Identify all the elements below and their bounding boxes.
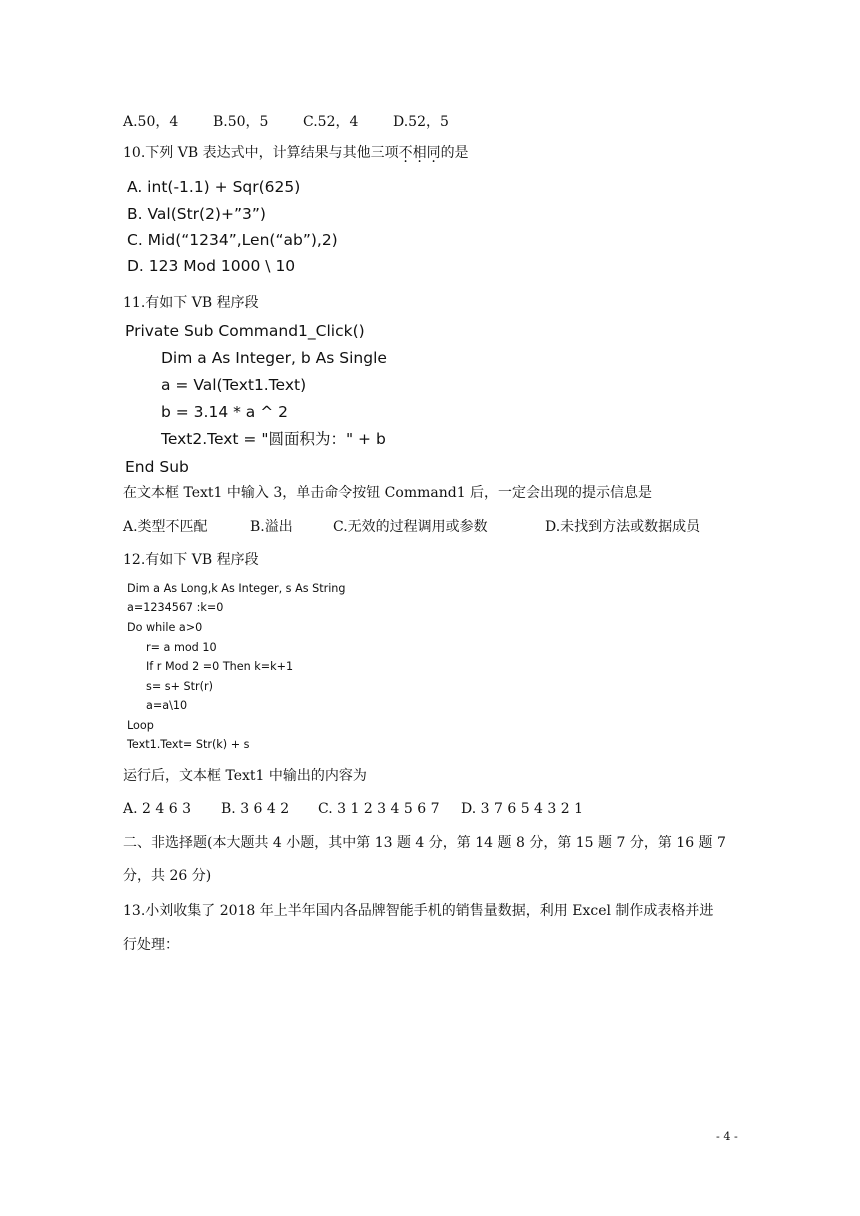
q11-option-b: B.溢出 [250,519,293,535]
q10-option-a: A. int(-1.1) + Sqr(625) [127,178,301,196]
q10-stem-before: 10.下列 VB 表达式中，计算结果与其他三项 [123,145,399,161]
q11-code-line-3: a = Val(Text1.Text) [161,376,307,394]
q12-code-line-8: Loop [127,719,154,732]
q10-option-c: C. Mid(“1234”,Len(“ab”),2) [127,231,338,249]
q9-option-d: D.52，5 [393,114,449,130]
q11-code-line-5-cn: 圆面积为： [268,430,346,448]
q10-emph-2: 相 [412,145,427,161]
q10-stem-after: 的是 [440,145,469,161]
q11-code-line-4: b = 3.14 * a ^ 2 [161,403,288,421]
q12-code-line-3: Do while a>0 [127,621,203,634]
q12-code-line-4: r= a mod 10 [146,641,217,654]
section-2-heading-line-1: 二、非选择题(本大题共 4 小题，其中第 13 题 4 分，第 14 题 8 分，第 15 题 7 分，第 16 题 7 [123,835,726,851]
q11-code-line-2: Dim a As Integer, b As Single [161,349,387,367]
q12-code-line-7: a=a\10 [146,699,188,712]
q11-option-d: D.未找到方法或数据成员 [545,519,701,535]
q12-code-line-1: Dim a As Long,k As Integer, s As String [127,582,346,595]
q12-option-a: A. 2 4 6 3 [123,801,191,817]
q12-code-line-5: If r Mod 2 =0 Then k=k+1 [146,660,294,673]
q13-line-2: 行处理： [123,937,179,953]
q10-option-b: B. Val(Str(2)+”3”) [127,205,266,223]
q10-stem [123,143,469,163]
q9-option-c: C.52，4 [303,114,359,130]
page-number: - 4 - [716,1130,738,1143]
q11-stem: 11.有如下 VB 程序段 [123,295,259,311]
section-2-heading-line-2: 分，共 26 分) [123,868,212,884]
q11-code-line-5 [161,429,386,449]
q12-code-line-9: Text1.Text= Str(k) + s [127,738,250,751]
q11-option-c: C.无效的过程调用或参数 [333,519,488,535]
q10-emph-1: 不 [398,145,413,161]
q12-code-line-2: a=1234567 :k=0 [127,601,224,614]
q11-question: 在文本框 Text1 中输入 3，单击命令按钮 Command1 后，一定会出现的提示信息是 [123,485,653,501]
q12-code-line-6: s= s+ Str(r) [146,680,213,693]
q9-option-b: B.50，5 [213,114,269,130]
q11-option-a: A.类型不匹配 [123,519,208,535]
q12-option-d: D. 3 7 6 5 4 3 2 1 [461,801,584,817]
q12-stem: 12.有如下 VB 程序段 [123,552,259,568]
q12-question: 运行后，文本框 Text1 中输出的内容为 [123,768,367,784]
q11-code-line-5-pre: Text2.Text = " [161,430,269,448]
q13-line-1: 13.小刘收集了 2018 年上半年国内各品牌智能手机的销售量数据，利用 Excel 制作成表格并进 [123,903,714,919]
q12-option-b: B. 3 6 4 2 [221,801,290,817]
q12-option-c: C. 3 1 2 3 4 5 6 7 [318,801,440,817]
q11-code-line-6: End Sub [125,458,189,476]
q11-code-line-5-post: " + b [345,430,386,448]
q10-option-d: D. 123 Mod 1000 \ 10 [127,257,296,275]
q11-code-line-1: Private Sub Command1_Click() [125,322,365,340]
q9-option-a: A.50，4 [123,114,179,130]
q10-emph-3: 同 [426,145,441,161]
